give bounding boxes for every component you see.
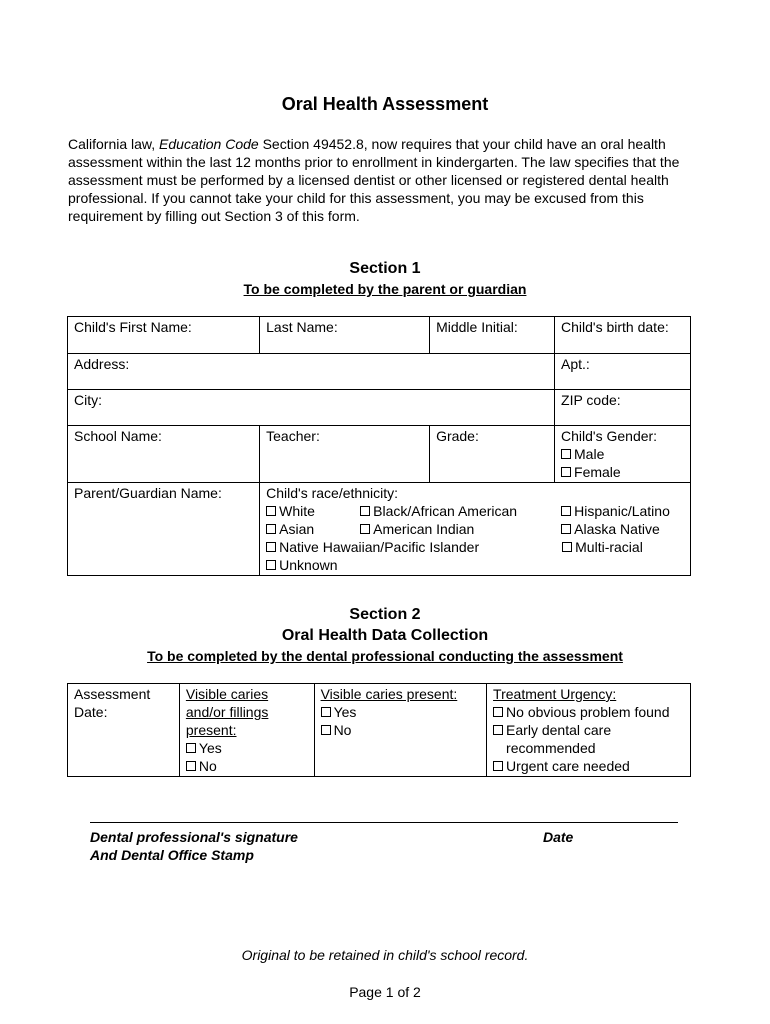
intro-paragraph xyxy=(68,135,688,225)
signature-label: Dental professional's signature And Dental Office Stamp xyxy=(90,829,298,863)
section1-title: Section 1 xyxy=(349,260,421,277)
gender-field xyxy=(555,426,691,483)
school-name-field[interactable]: School Name: xyxy=(68,426,260,483)
caries-fillings-yes-option[interactable]: Yes xyxy=(186,739,308,757)
race-native-hawaiian-option[interactable]: Native Hawaiian/Pacific Islander xyxy=(266,538,562,556)
footer-note: Original to be retained in child's school record. xyxy=(241,947,529,963)
checkbox-icon[interactable] xyxy=(561,449,571,459)
section2-table xyxy=(67,683,691,777)
urgency-urgent-option[interactable]: Urgent care needed xyxy=(493,757,684,775)
caries-present-field xyxy=(314,684,486,777)
gender-female-option[interactable]: Female xyxy=(561,463,684,481)
checkbox-icon[interactable] xyxy=(562,542,572,552)
last-name-field[interactable]: Last Name: xyxy=(260,317,430,354)
date-label: Date xyxy=(543,829,574,845)
page-number: Page 1 of 2 xyxy=(349,984,421,1000)
gender-male-option[interactable]: Male xyxy=(561,445,684,463)
checkbox-icon[interactable] xyxy=(360,506,370,516)
treatment-urgency-label: Treatment Urgency: xyxy=(493,686,617,702)
caries-fillings-label: Visible caries and/or fillings present: xyxy=(185,686,269,738)
intro-rest: Section 49452.8, now requires that your child have an oral health assessment within the last 12 months prior to enrollment in kindergarten. The law specifies that the assessment must be performed by a licensed dentist or other licensed or registered dental health professional. If you cannot take your child for this assessment, you may be excused from this requirement by filling out Section 3 of this form. xyxy=(68,136,680,224)
race-label: Child's race/ethnicity: xyxy=(266,485,398,501)
section2-title2: Oral Health Data Collection xyxy=(281,627,489,644)
caries-present-no-option[interactable]: No xyxy=(321,721,480,739)
race-white-option[interactable]: White xyxy=(266,502,360,520)
checkbox-icon[interactable] xyxy=(493,707,503,717)
section1-table xyxy=(67,316,691,576)
gender-label: Child's Gender: xyxy=(561,428,658,444)
checkbox-icon[interactable] xyxy=(561,506,571,516)
parent-name-field[interactable]: Parent/Guardian Name: xyxy=(68,483,260,576)
intro-code: Education Code xyxy=(159,136,259,152)
race-asian-option[interactable]: Asian xyxy=(266,520,360,538)
checkbox-icon[interactable] xyxy=(186,743,196,753)
page-title: Oral Health Assessment xyxy=(281,94,489,114)
checkbox-icon[interactable] xyxy=(321,707,331,717)
checkbox-icon[interactable] xyxy=(493,761,503,771)
race-black-option[interactable]: Black/African American xyxy=(360,502,561,520)
checkbox-icon[interactable] xyxy=(266,506,276,516)
birth-date-field[interactable]: Child's birth date: xyxy=(555,317,691,354)
intro-lead: California law, xyxy=(68,136,160,152)
checkbox-icon[interactable] xyxy=(561,524,571,534)
caries-fillings-field xyxy=(179,684,314,777)
race-american-indian-option[interactable]: American Indian xyxy=(360,520,561,538)
checkbox-icon[interactable] xyxy=(360,524,370,534)
assessment-date-field[interactable]: Assessment Date: xyxy=(68,684,180,777)
caries-present-yes-option[interactable]: Yes xyxy=(321,703,480,721)
checkbox-icon[interactable] xyxy=(186,761,196,771)
city-field[interactable]: City: xyxy=(68,390,555,426)
section1-subtitle: To be completed by the parent or guardian xyxy=(243,281,527,297)
race-alaska-native-option[interactable]: Alaska Native xyxy=(561,520,660,538)
race-hispanic-option[interactable]: Hispanic/Latino xyxy=(561,502,670,520)
section2-title: Section 2 xyxy=(349,606,421,623)
first-name-field[interactable]: Child's First Name: xyxy=(68,317,260,354)
zip-field[interactable]: ZIP code: xyxy=(555,390,691,426)
race-unknown-option[interactable]: Unknown xyxy=(266,556,360,574)
urgency-early-option[interactable]: Early dental care recommended xyxy=(493,721,684,757)
caries-fillings-no-option[interactable]: No xyxy=(186,757,308,775)
caries-present-label: Visible caries present: xyxy=(320,686,458,702)
checkbox-icon[interactable] xyxy=(561,467,571,477)
section2-subtitle: To be completed by the dental professional conducting the assessment xyxy=(147,648,623,664)
checkbox-icon[interactable] xyxy=(266,524,276,534)
race-multi-racial-option[interactable]: Multi-racial xyxy=(562,538,643,556)
teacher-field[interactable]: Teacher: xyxy=(260,426,430,483)
checkbox-icon[interactable] xyxy=(321,725,331,735)
checkbox-icon[interactable] xyxy=(266,542,276,552)
address-field[interactable]: Address: xyxy=(68,354,555,390)
checkbox-icon[interactable] xyxy=(266,560,276,570)
middle-initial-field[interactable]: Middle Initial: xyxy=(430,317,555,354)
grade-field[interactable]: Grade: xyxy=(430,426,555,483)
race-field xyxy=(260,483,691,576)
urgency-none-option[interactable]: No obvious problem found xyxy=(493,703,684,721)
apt-field[interactable]: Apt.: xyxy=(555,354,691,390)
signature-line[interactable] xyxy=(90,822,678,823)
treatment-urgency-field xyxy=(487,684,691,777)
checkbox-icon[interactable] xyxy=(493,725,503,735)
